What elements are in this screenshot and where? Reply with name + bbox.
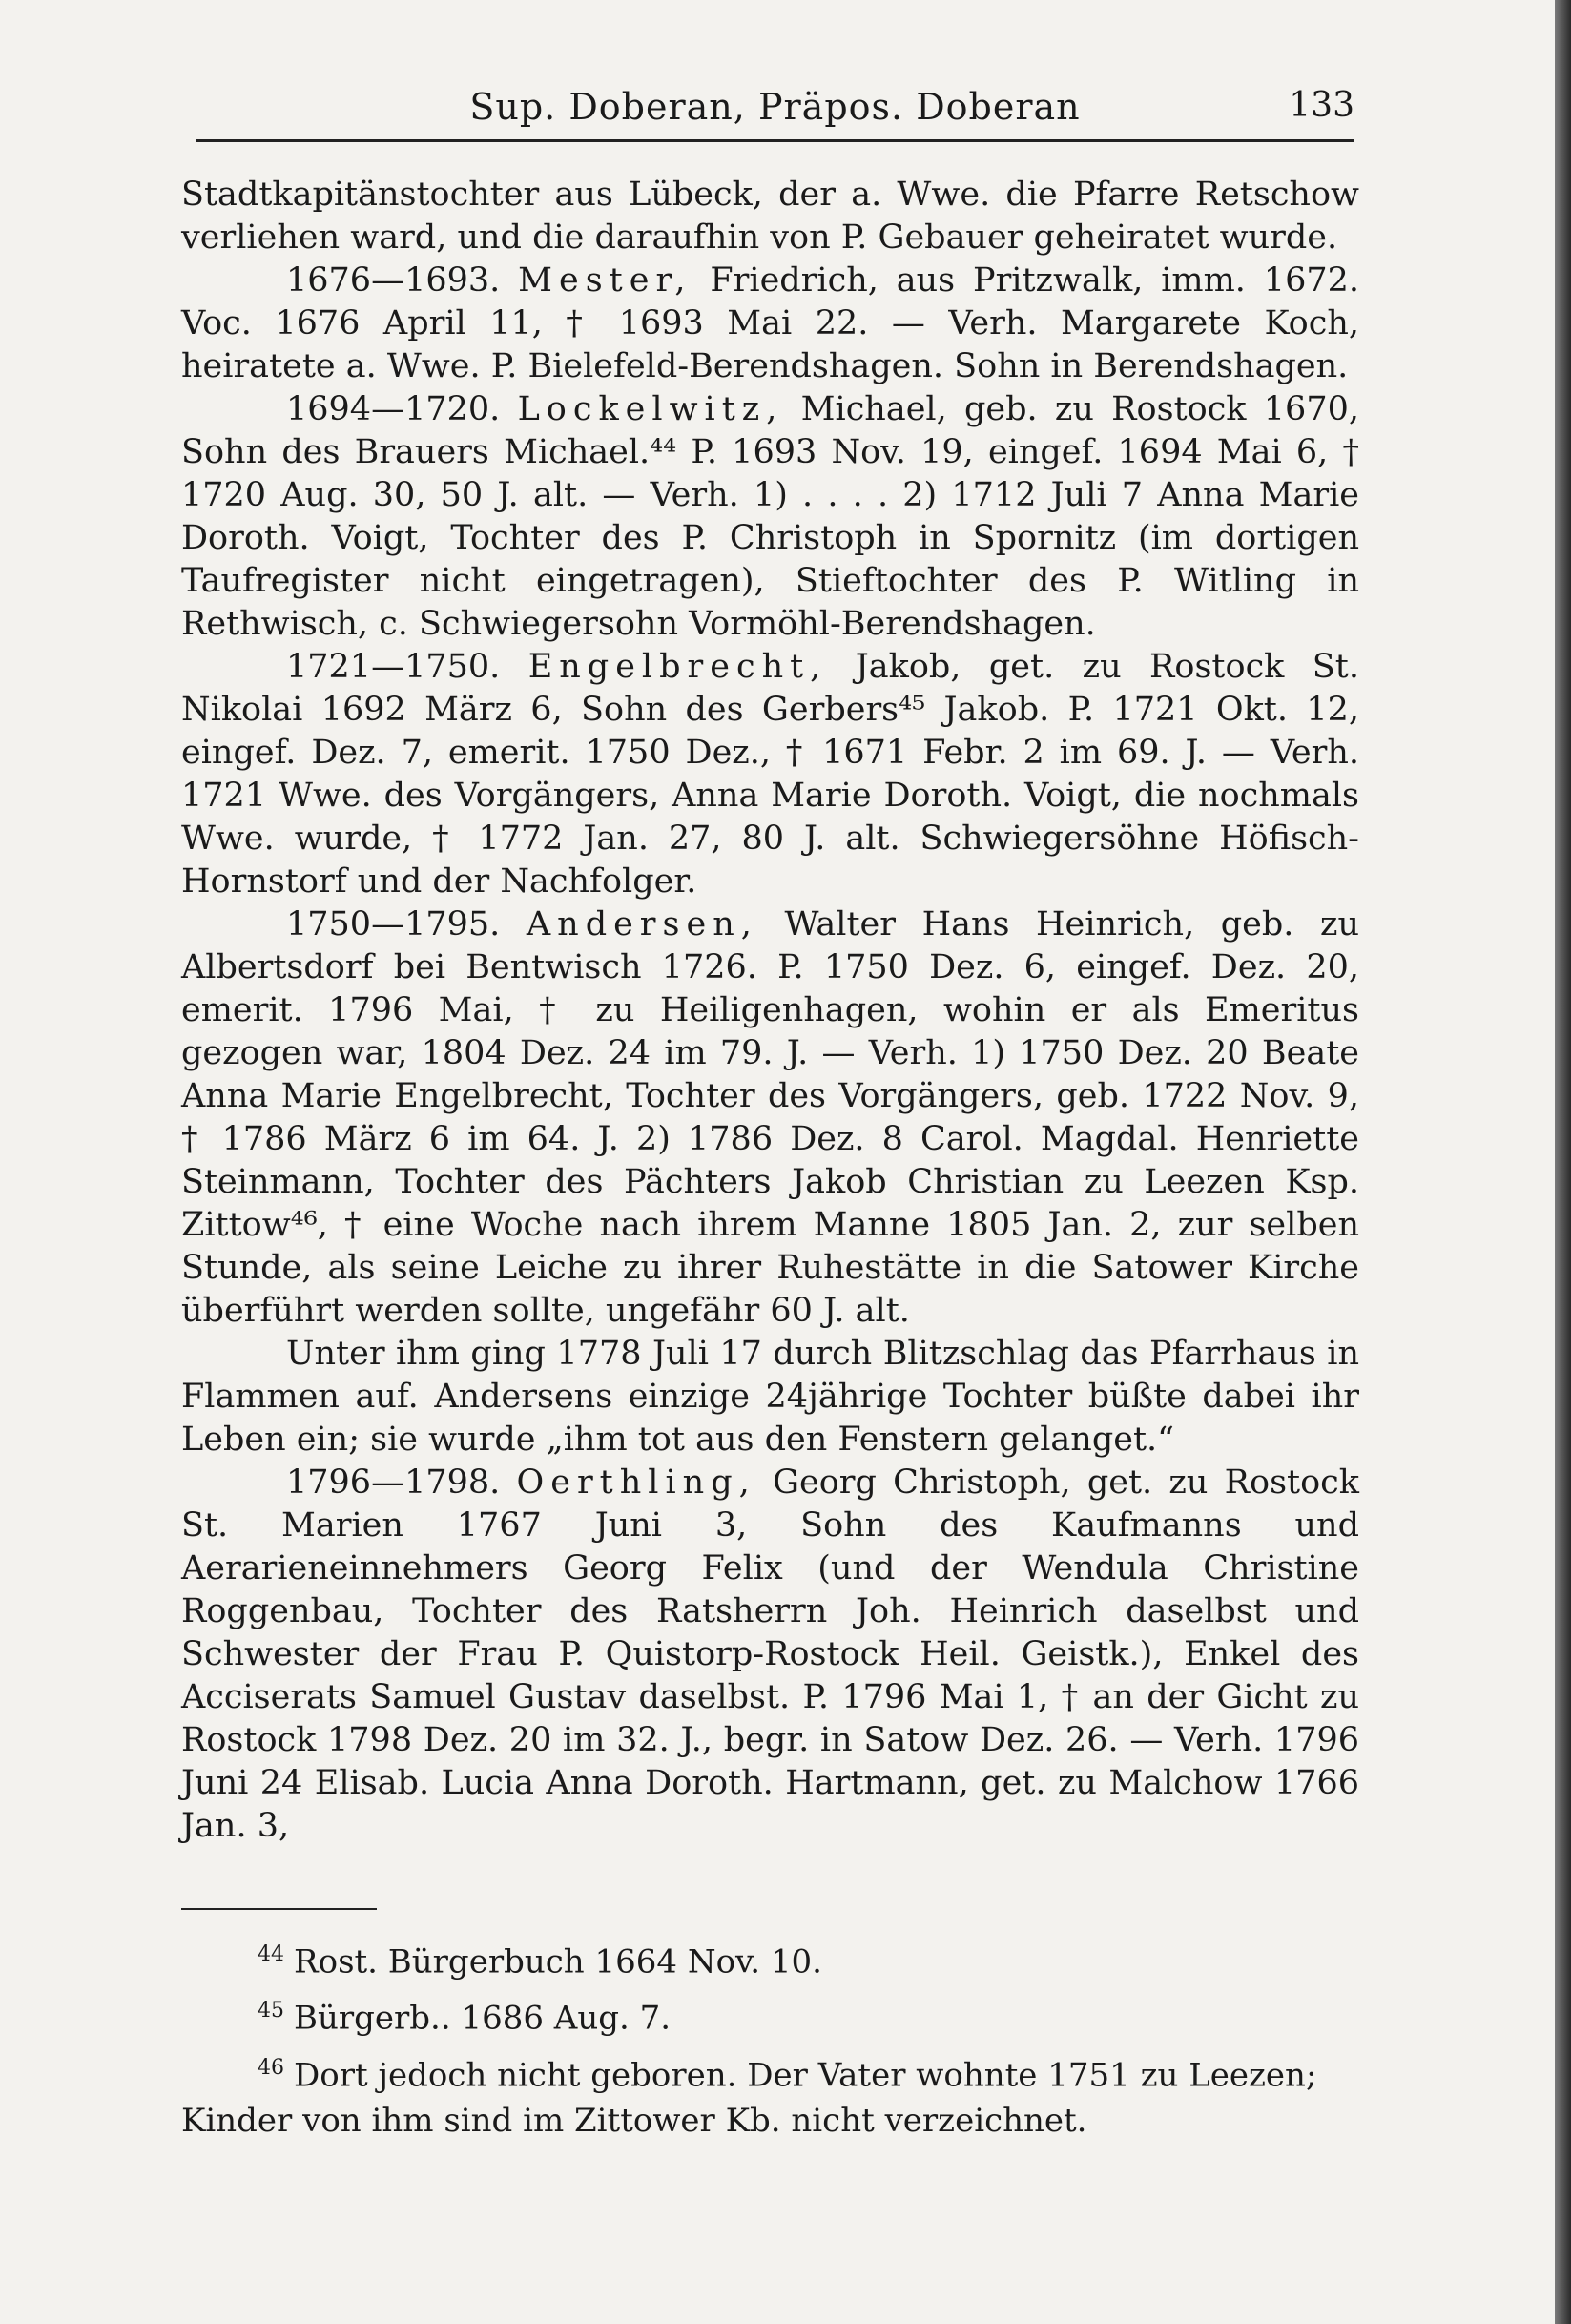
entry-years: 1796—1798.	[286, 1463, 501, 1502]
entry-lockelwitz	[181, 388, 1359, 646]
entry-text: Jakob, get. zu Rostock St. Nikolai 1692 März 6, Sohn des Gerbers⁴⁵ Jakob. P. 1721 Okt. 12, eingef. Dez. 7, emerit. 1750 Dez., † 1671 Febr. 2 im 69. J. — Verh. 1721 Wwe. des Vorgängers, Anna Marie Doroth. Voigt, die nochmals Wwe. wurde, † 1772 Jan. 27, 80 J. alt. Schwiegersöhne Höfisch-Hornstorf und der Nachfolger.	[181, 648, 1359, 901]
entry-text: Michael, geb. zu Rostock 1670, Sohn des Brauers Michael.⁴⁴ P. 1693 Nov. 19, eingef. 1694 Mai 6, † 1720 Aug. 30, 50 J. alt. — Verh. 1) . . . . 2) 1712 Juli 7 Anna Marie Doroth. Voigt, Tochter des P. Christoph in Spornitz (im dortigen Taufregister nicht eingetragen), Stieftochter des P. Witling in Rethwisch, c. Schwiegersohn Vormöhl-Berendshagen.	[181, 390, 1359, 643]
paragraph-fire-note	[181, 1333, 1359, 1462]
footnote-number: 46	[258, 2055, 284, 2080]
footnote-text: Rost. Bürgerbuch 1664 Nov. 10.	[294, 1942, 822, 1982]
footnote-number: 44	[258, 1942, 284, 1966]
entry-name: Mester,	[518, 261, 692, 300]
page-header	[196, 86, 1354, 139]
footnotes	[181, 1932, 1359, 2148]
entry-text: Walter Hans Heinrich, geb. zu Albertsdorf bei Bentwisch 1726. P. 1750 Dez. 6, eingef. Dez. 20, emerit. 1796 Mai, † zu Heiligenhagen, wohin er als Emeritus gezogen war, 1804 Dez. 24 im 79. J. — Verh. 1) 1750 Dez. 20 Beate Anna Marie Engelbrecht, Tochter des Vorgängers, geb. 1722 Nov. 9, † 1786 März 6 im 64. J. 2) 1786 Dez. 8 Carol. Magdal. Henriette Steinmann, Tochter des Pächters Jakob Christian zu Leezen Ksp. Zittow⁴⁶, † eine Woche nach ihrem Manne 1805 Jan. 2, zur selben Stunde, als seine Leiche zu ihrer Ruhestätte in die Satower Kirche überführt werden sollte, ungefähr 60 J. alt.	[181, 905, 1359, 1330]
entry-years: 1694—1720.	[286, 390, 501, 428]
paragraph-text: Unter ihm ging 1778 Juli 17 durch Blitzschlag das Pfarrhaus in Flammen auf. Andersens einzige 24jährige Tochter büßte dabei ihr Leben ein; sie wurde „ihm tot aus den Fenstern gelanget.“	[181, 1335, 1359, 1459]
paragraph-text: Stadtkapitänstochter aus Lübeck, der a. Wwe. die Pfarre Retschow verliehen ward, und die daraufhin von P. Gebauer geheiratet wurde.	[181, 176, 1359, 257]
footnote-number: 45	[258, 1999, 284, 2023]
footnote-rule	[181, 1908, 377, 1910]
body-text	[181, 174, 1359, 1848]
entry-mester	[181, 259, 1359, 388]
entry-name: Engelbrecht,	[527, 648, 828, 686]
running-title: Sup. Doberan, Präpos. Doberan	[469, 86, 1081, 128]
footnote-44	[181, 1932, 1359, 1984]
entry-andersen	[181, 903, 1359, 1333]
entry-name: Lockelwitz,	[517, 390, 784, 428]
entry-text: Friedrich, aus Pritzwalk, imm. 1672. Voc. 1676 April 11, † 1693 Mai 22. — Verh. Margarete Koch, heiratete a. Wwe. P. Bielefeld-Berendshagen. Sohn in Berendshagen.	[181, 261, 1359, 385]
entry-oerthling	[181, 1462, 1359, 1848]
footnote-45	[181, 1988, 1359, 2041]
entry-years: 1750—1795.	[286, 905, 501, 944]
entry-name: Oerthling,	[516, 1463, 756, 1502]
page-number: 133	[1289, 86, 1354, 125]
entry-years: 1676—1693.	[286, 261, 501, 300]
footnote-46	[181, 2045, 1359, 2144]
entry-text: Georg Christoph, get. zu Rostock St. Marien 1767 Juni 3, Sohn des Kaufmanns und Aerarieneinnehmers Georg Felix (und der Wendula Christine Roggenbau, Tochter des Ratsherrn Joh. Heinrich daselbst und Schwester der Frau P. Quistorp-Rostock Heil. Geistk.), Enkel des Acciserats Samuel Gustav daselbst. P. 1796 Mai 1, † an der Gicht zu Rostock 1798 Dez. 20 im 32. J., begr. in Satow Dez. 26. — Verh. 1796 Juni 24 Elisab. Lucia Anna Doroth. Hartmann, get. zu Malchow 1766 Jan. 3,	[181, 1463, 1359, 1845]
entry-engelbrecht	[181, 646, 1359, 903]
header-rule	[196, 139, 1354, 142]
footnote-text: Dort jedoch nicht geboren. Der Vater wohnte 1751 zu Leezen; Kinder von ihm sind im Zittower Kb. nicht verzeichnet.	[181, 2055, 1317, 2140]
footnote-text: Bürgerb.. 1686 Aug. 7.	[294, 1999, 672, 2038]
entry-years: 1721—1750.	[286, 648, 501, 686]
entry-name: Andersen,	[526, 905, 758, 944]
paragraph-continuation	[181, 174, 1359, 259]
book-spine-shadow	[1555, 0, 1571, 2324]
